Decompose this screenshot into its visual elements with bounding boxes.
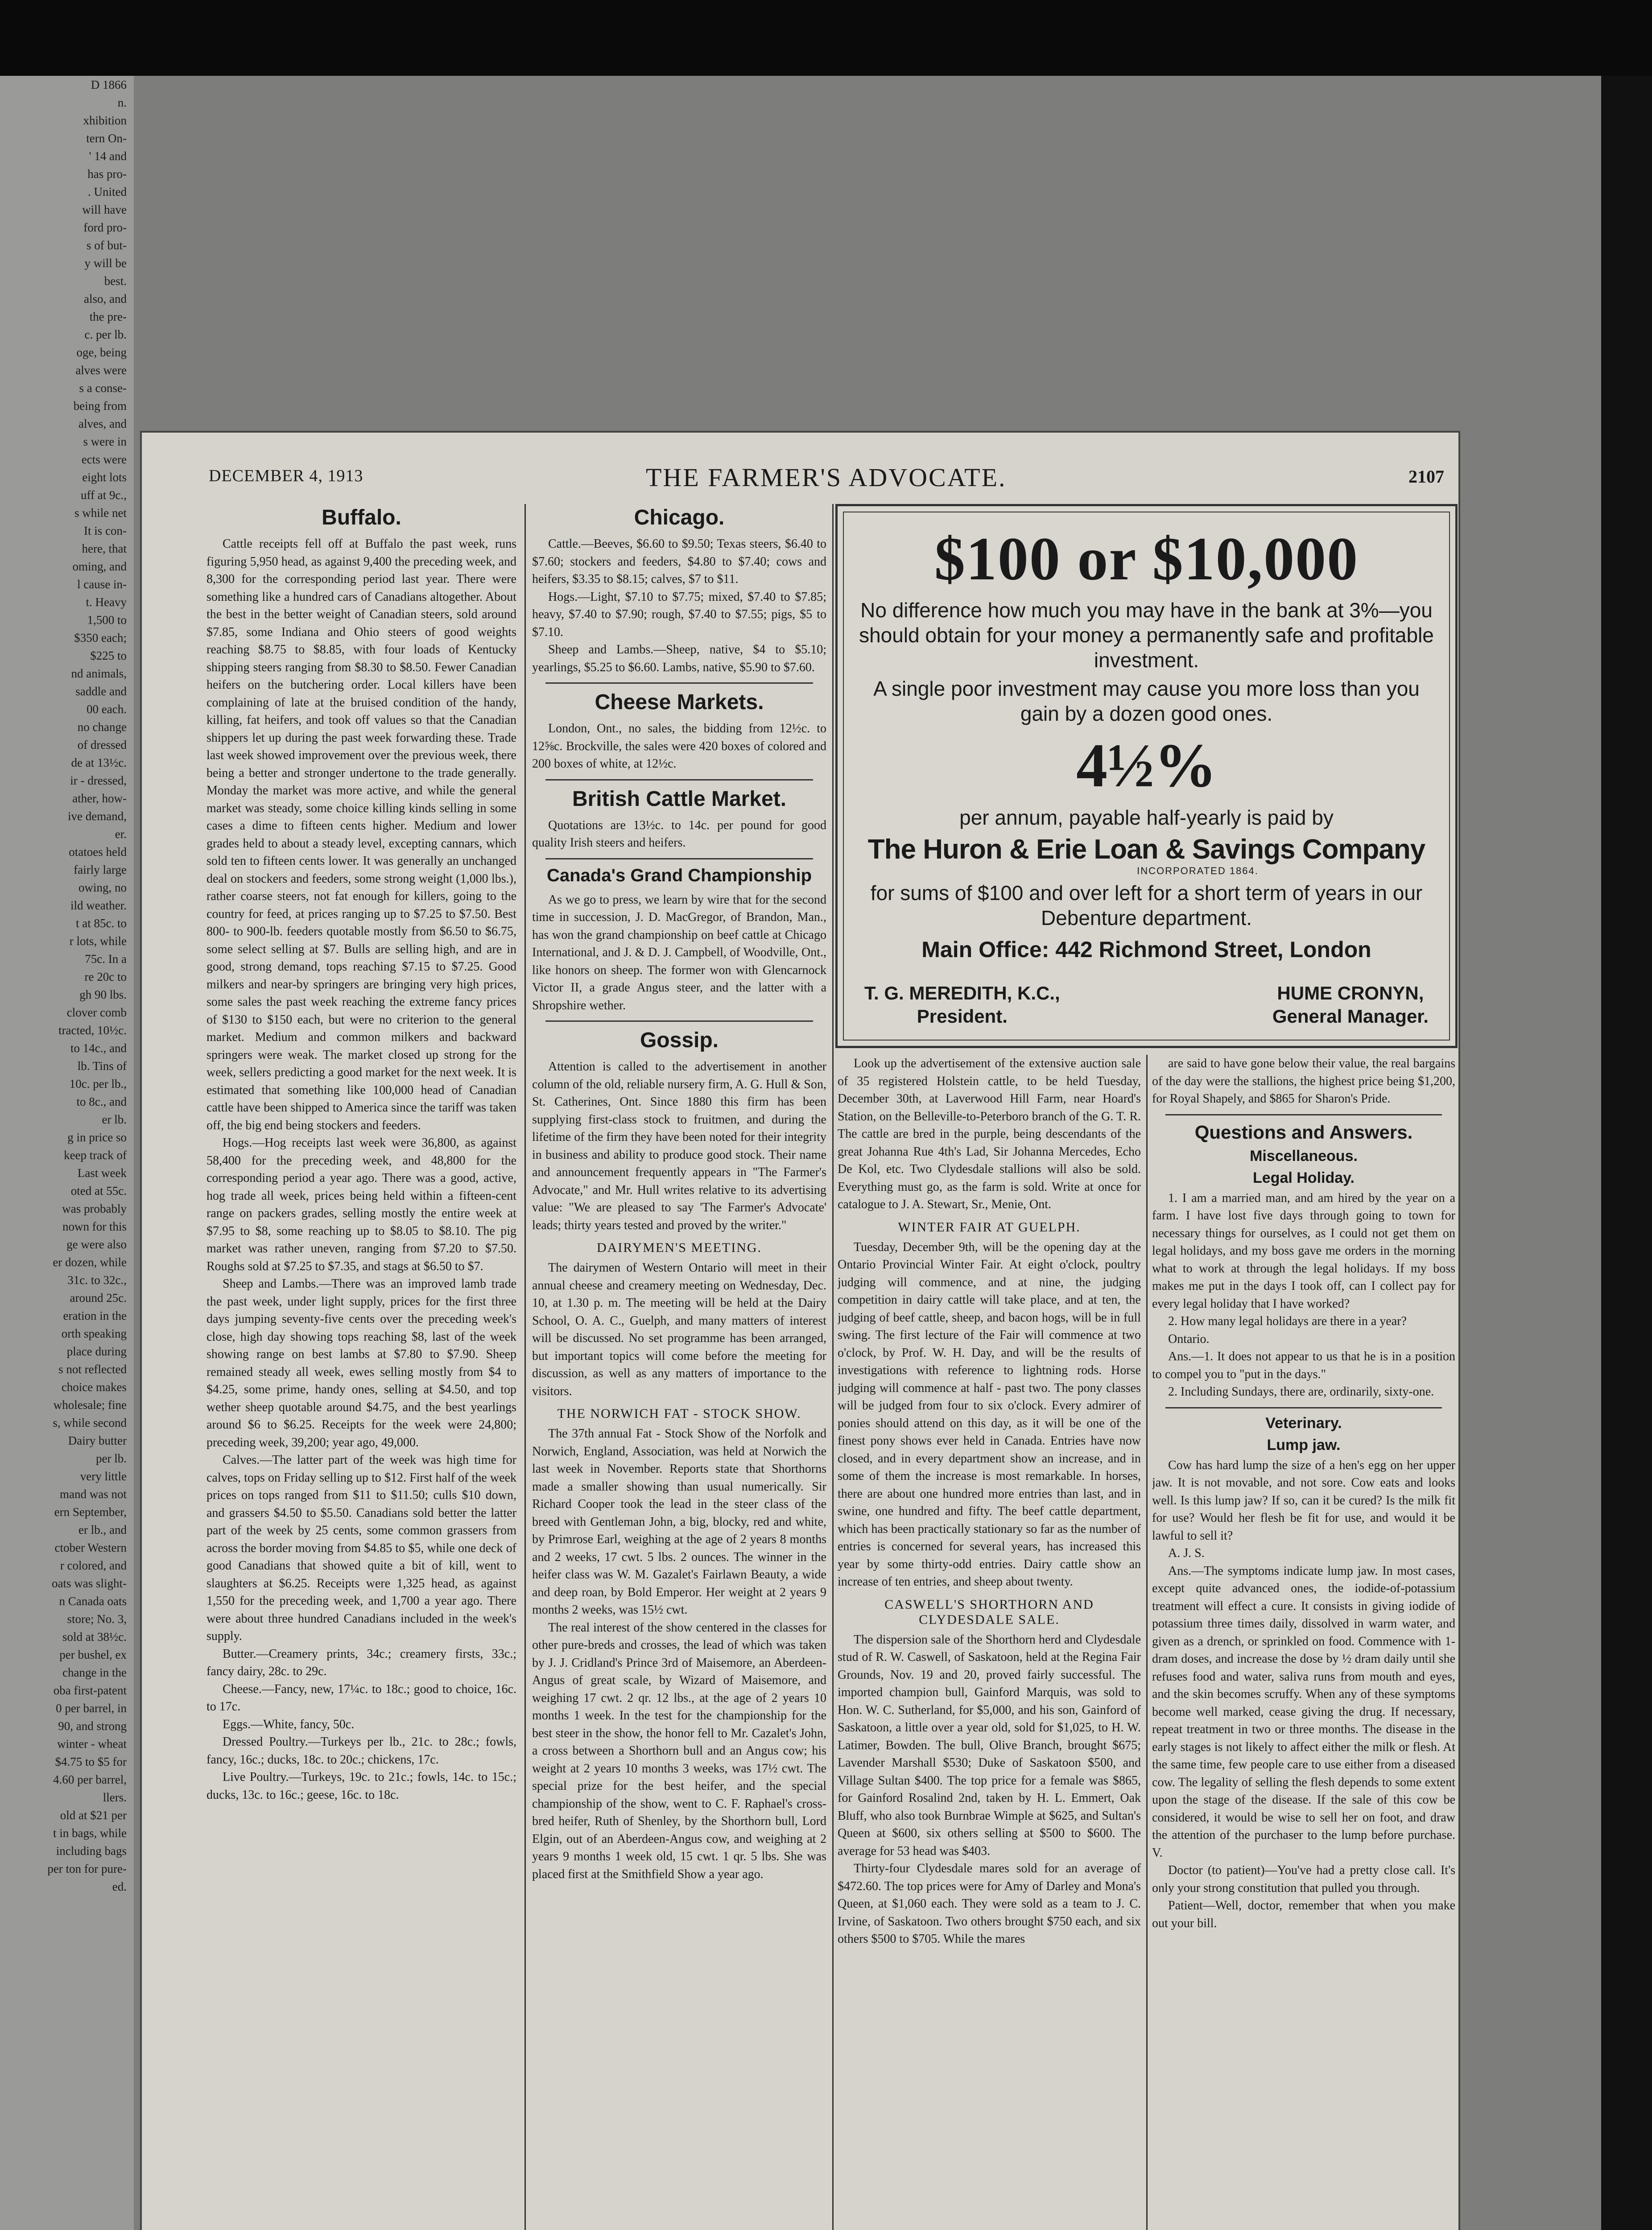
column-markets-buffalo bbox=[206, 502, 516, 2230]
left-page-line: c. per lb. bbox=[84, 328, 127, 341]
legal-holiday-body bbox=[1152, 1189, 1455, 1401]
left-page-line: nd animals, bbox=[71, 667, 127, 680]
section-rule bbox=[1165, 1407, 1442, 1408]
paragraph: Ontario. bbox=[1168, 1332, 1210, 1346]
heading-buffalo: Buffalo. bbox=[322, 506, 401, 529]
left-page-line: orth speaking bbox=[61, 1327, 127, 1340]
section-rule bbox=[545, 779, 813, 780]
left-page-line: $4.75 to $5 for bbox=[55, 1755, 127, 1768]
paragraph: 2. How many legal holidays are there in a year? bbox=[1168, 1314, 1407, 1328]
paragraph: Eggs.—White, fancy, 50c. bbox=[223, 1717, 355, 1731]
ad-interest-rate: 4½% bbox=[1076, 731, 1217, 800]
paragraph: Ans.—1. It does not appear to us that he is in a position to compel you to "put in the days." bbox=[1152, 1350, 1455, 1381]
heading-cheese-markets: Cheese Markets. bbox=[595, 690, 764, 714]
paragraph: The dispersion sale of the Shorthorn herd and Clydesdale stud of R. W. Caswell, of Saskatoon, held at the Regina Fair Grounds, Nov. 19 and 20, proved fairly successful. The imported champion bull, Gainford Marquis, was sold to Hon. W. C. Sutherland, for $5,000, and his son, Gainford of Saskatoon, a little over a year old, sold for $1,025, to H. W. Latimer, Bowden. The bull, Olive Branch, brought $675; Lavender Marshall $530; Duke of Saskatoon $500, and Village Sultan $400. The top price for a female was $865, for Gainford Rosalind 2nd, taken by H. L. Emmert, Oak Bluff, who also took Burnbrae Wimple at $625, and Sultan's Queen at $600, six others selling at $500 to $600. The average for 53 head was $403. bbox=[838, 1632, 1141, 1858]
newspaper-page bbox=[142, 433, 1458, 2230]
left-page-line: saddle and bbox=[75, 685, 127, 698]
left-page-line: choice makes bbox=[61, 1380, 127, 1394]
left-page-line: the pre- bbox=[89, 310, 127, 323]
norwich-body bbox=[532, 1425, 826, 1883]
left-page-line: 00 each. bbox=[87, 702, 127, 716]
left-page-line: ive demand, bbox=[68, 809, 127, 823]
column-markets-chicago bbox=[532, 502, 826, 2230]
paragraph: The dairymen of Western Ontario will meet in their annual cheese and creamery meeting on Wednesday, Dec. 10, at 1.30 p. m. The meeting will be held at the Dairy School, O. A. C., Guelph, and many matters of interest will be discussed. No set programme has been arranged, but important topics will come before the meeting for discussion, as well as any matters of importance to the visitors. bbox=[532, 1261, 826, 1398]
left-page-line: $350 each; bbox=[74, 631, 127, 644]
paragraph: Tuesday, December 9th, will be the opening day at the Ontario Provincial Winter Fair. At eight o'clock, poultry judging will commence, and at nine, the judging competition in dairy cattle will take place, and at ten, the judging of beef cattle, sheep, and bacon hogs, will be in full swing. The first lecture of the Fair will commence at two o'clock, by Prof. W. H. Day, and will be the results of investigations with reference to lightning rods. Horse judging will commence at half - past two. The pony classes will be judged from four to six o'clock. Every admirer of ponies should attend on this day, as it will be one of the finest pony shows ever held in Canada. Entries have now closed, and in every department show an increase, and in some of them the increase is most remarkable. In horses, there are about one hundred more entries than last, and in swine, one hundred and fifty. The beef cattle department, which has been practically stationary so far as the number of entries is concerned for several years, has increased this year by some thirty-odd entries. Dairy cattle show an increase of ten entries, and sheep about twenty. bbox=[838, 1240, 1141, 1589]
left-page-line: per ton for pure- bbox=[47, 1862, 127, 1875]
left-page-line: ild weather. bbox=[70, 899, 127, 912]
left-page-line: ir - dressed, bbox=[70, 774, 127, 787]
left-page-line: 10c. per lb., bbox=[69, 1077, 127, 1090]
manager-name: HUME CRONYN, bbox=[1277, 983, 1424, 1004]
left-page-line: t. Heavy bbox=[86, 595, 127, 609]
left-page-line: alves were bbox=[75, 363, 127, 377]
left-page-line: $225 to bbox=[90, 649, 127, 662]
left-page-line: fairly large bbox=[74, 863, 127, 876]
heading-miscellaneous: Miscellaneous. bbox=[1250, 1147, 1358, 1165]
cheese-body bbox=[532, 720, 826, 773]
ad-headline: $100 or $10,000 bbox=[934, 524, 1359, 593]
left-page-line: t in bags, while bbox=[53, 1826, 127, 1840]
paragraph: Cheese.—Fancy, new, 17¼c. to 18c.; good to choice, 16c. to 17c. bbox=[206, 1682, 516, 1714]
left-page-line: of dressed bbox=[77, 738, 127, 752]
left-page-line: oge, being bbox=[76, 346, 127, 359]
paragraph: 1. I am a married man, and am hired by the year on a farm. I have lost five days through going to town for necessary things for ourselves, as I could not get them on legal holidays, and my boss gave me orders in the morning what to work at through the legal holidays. If my boss makes me put in the days I took off, can I collect pay for every legal holiday that I have worked? bbox=[1152, 1191, 1455, 1311]
left-page-line: otatoes held bbox=[69, 845, 127, 859]
left-page-line: has pro- bbox=[87, 167, 127, 181]
left-page-line: ather, how- bbox=[72, 792, 127, 805]
left-page-line: ford pro- bbox=[83, 221, 127, 234]
advertisement-huron-erie bbox=[835, 504, 1458, 1048]
column-divider bbox=[832, 504, 834, 2230]
column-gossip-fairs bbox=[838, 1055, 1141, 2230]
stallion-sale-body bbox=[1152, 1055, 1455, 1108]
left-page-line: Dairy butter bbox=[68, 1434, 127, 1447]
left-page-line: er dozen, while bbox=[53, 1255, 127, 1269]
heading-dairymen-meeting: DAIRYMEN'S MEETING. bbox=[596, 1240, 762, 1255]
section-rule bbox=[545, 1020, 813, 1022]
paragraph: Hogs.—Hog receipts last week were 36,800, as against 58,400 for the preceding week, and 48,800 for the corresponding period a year ago. There was a good, active, hog trade all week, prices being held within a fifteen-cent range on packers grades, selling mostly the entire week at $7.95 to $8, some reaching up to $8.05 to $8.10. The pig market was rather uneven, ranging from $7.20 to $7.50. Roughs sold at $7.25 to $7.35, and stags at $6.50 to $7. bbox=[206, 1136, 516, 1273]
left-page-line: re 20c to bbox=[84, 970, 127, 983]
left-page-line: will have bbox=[82, 203, 127, 216]
left-page-line: to 8c., and bbox=[76, 1095, 127, 1108]
paragraph: Hogs.—Light, $7.10 to $7.75; mixed, $7.40 to $7.85; heavy, $7.40 to $7.90; rough, $7.40 to $7.55; pigs, $5 to $7.10. bbox=[532, 590, 826, 639]
left-page-line: xhibition bbox=[83, 114, 127, 127]
left-page-line: gh 90 lbs. bbox=[79, 988, 127, 1001]
left-page-line: per bushel, ex bbox=[59, 1648, 127, 1661]
left-page-line: mand was not bbox=[60, 1487, 127, 1501]
ad-text-1: No difference how much you may have in the bank at 3%—you should obtain for your money a permanently safe and profitable investment. bbox=[859, 599, 1434, 672]
left-page-line: uff at 9c., bbox=[81, 488, 127, 502]
heading-winter-fair: WINTER FAIR AT GUELPH. bbox=[898, 1219, 1081, 1235]
heading-norwich-show: THE NORWICH FAT - STOCK SHOW. bbox=[557, 1406, 801, 1421]
left-page-line: 90, and strong bbox=[58, 1719, 127, 1733]
left-page-line: llers. bbox=[103, 1791, 127, 1804]
paragraph: The 37th annual Fat - Stock Show of the Norfolk and Norwich, England, Association, was held at Norwich the last week in November. Reports state that Shorthorns made a smaller showing than usual numerically. Sir Richard Cooper took the lead in the steer class of the breed with Gentleman John, a big, blocky, red and white, by Primrose Earl, weighing at the age of 2 years 8 months and 2 weeks, 17 cwt. 5 lbs. 2 ounces. The winner in the heifer class was W. M. Gazalet's Fairlawn Beauty, a wide and deep roan, by Bold Emperor. Her weight at 2 years 9 months 2 weeks, was 15½ cwt. bbox=[532, 1427, 826, 1617]
left-page-line: er lb. bbox=[102, 1113, 127, 1126]
heading-caswell-sale: CASWELL'S SHORTHORN AND CLYDESDALE SALE. bbox=[884, 1597, 1094, 1627]
heading-veterinary: Veterinary. bbox=[1265, 1414, 1342, 1432]
left-page-line: Last week bbox=[77, 1166, 127, 1180]
left-page-line: ern September, bbox=[54, 1505, 127, 1519]
column-divider bbox=[1146, 1055, 1148, 2230]
paragraph: Live Poultry.—Turkeys, 19c. to 21c.; fowls, 14c. to 15c.; ducks, 13c. to 16c.; geese, 16c. to 18c. bbox=[206, 1770, 516, 1802]
left-page-line: around 25c. bbox=[70, 1291, 127, 1305]
ad-inner-border bbox=[843, 512, 1450, 1041]
left-page-line: n. bbox=[117, 96, 127, 109]
left-page-line: ed. bbox=[112, 1880, 127, 1893]
left-page-line: to 14c., and bbox=[70, 1041, 127, 1055]
caswell-body bbox=[838, 1631, 1141, 1948]
dairymen-body bbox=[532, 1259, 826, 1400]
left-page-line: ge were also bbox=[66, 1238, 127, 1251]
section-rule bbox=[1165, 1114, 1442, 1115]
left-page-line: being from bbox=[73, 399, 127, 413]
ad-company-name: The Huron & Erie Loan & Savings Company bbox=[867, 834, 1425, 865]
left-page-line: oming, and bbox=[72, 560, 127, 573]
ad-text-4: for sums of $100 and over left for a short term of years in our Debenture department. bbox=[870, 881, 1423, 929]
left-page-line: g in price so bbox=[67, 1131, 127, 1144]
masthead-title: THE FARMER'S ADVOCATE. bbox=[646, 463, 1007, 492]
column-questions-answers bbox=[1152, 1055, 1455, 2230]
left-page-line: including bags bbox=[56, 1844, 127, 1858]
paragraph: A. J. S. bbox=[1168, 1546, 1205, 1560]
page-number: 2107 bbox=[1408, 467, 1444, 487]
manager-title: General Manager. bbox=[1272, 1006, 1429, 1027]
paragraph: Patient—Well, doctor, remember that when you make out your bill. bbox=[1152, 1899, 1455, 1930]
paragraph: Ans.—The symptoms indicate lump jaw. In most cases, except quite advanced ones, the iodide-of-potassium treatment will effect a cure. It consists in giving iodide of potassium three times daily, dissolved in warm water, and given as a drench, or sprinkled on food. Commence with 1-dram doses, and increase the dose by ½ dram daily until she refuses food and water, saliva runs from mouth and eyes, and the skin becomes scruffy. When any of these symptoms become well marked, cease giving the drug. If necessary, repeat treatment in two or three months. The disease in the early stages is not likely to affect either the milk or flesh. At the same time, few people care to use either from a diseased cow. The legality of selling the flesh depends to some extent upon the stage of the disease. If the sale of this cow be considered, it would be wise to sell her on foot, and draw the attention of the purchaser to the lump before purchase. V. bbox=[1152, 1564, 1455, 1860]
left-page-line: 1,500 to bbox=[87, 613, 127, 627]
ad-text-3: per annum, payable half-yearly is paid by bbox=[959, 806, 1334, 829]
left-page-line: clover comb bbox=[66, 1006, 127, 1019]
ad-general-manager bbox=[1272, 982, 1429, 1028]
lump-jaw-body bbox=[1152, 1457, 1455, 1933]
paragraph: Sheep and Lambs.—Sheep, native, $4 to $5.10; yearlings, $5.25 to $6.60. Lambs, native, $5.90 to $7.60. bbox=[532, 643, 826, 674]
paragraph: The real interest of the show centered in the classes for other pure-breds and crosses, the lead of which was taken by J. J. Cridland's Prince 3rd of Maisemore, an Aberdeen-Angus of great scale, by Wizard of Maisemore, and weighing 17 cwt. 2 qr. 12 lbs., at the age of 2 years 10 months 1 week. In the test for the championship for the best steer in the show, the honor fell to Mr. Cazalet's John, a cross between a Shorthorn bull and an Angus cow; his weight at 2 years 10 months 3 weeks, was 17½ cwt. The special prize for the best heifer, and the special championship of the show, went to C. F. Raphael's cross-bred heifer, Ruth of Shenley, by the Shorthorn bull, Lord Elgin, out of an Aberdeen-Angus cow, and weighing at 2 years 9 months 1 week old, 15 cwt. 1 qr. 5 lbs. She was placed first at the Smithfield Show a year ago. bbox=[532, 1620, 826, 1881]
left-page-line: oba first-patent bbox=[53, 1684, 127, 1697]
left-page-line: eration in the bbox=[63, 1309, 127, 1322]
paragraph: Doctor (to patient)—You've had a pretty close call. It's only your strong constitution that pulled you through. bbox=[1152, 1863, 1455, 1895]
heading-british-cattle: British Cattle Market. bbox=[572, 787, 787, 811]
left-page-line: r lots, while bbox=[69, 934, 127, 948]
heading-gossip: Gossip. bbox=[640, 1028, 719, 1052]
winter-fair-body bbox=[838, 1239, 1141, 1591]
buffalo-body bbox=[206, 535, 516, 1804]
heading-lump-jaw: Lump jaw. bbox=[1267, 1436, 1341, 1454]
paragraph: As we go to press, we learn by wire that for the second time in succession, J. D. MacGregor, of Brandon, Man., has won the grand championship on beef cattle at Chicago International, and J. & D. J. Campbell, of Woodville, Ont., like honors on sheep. The former won with Glencarnock Victor II, a grade Angus steer, and the latter with a Shropshire wether. bbox=[532, 892, 826, 1012]
paragraph: London, Ont., no sales, the bidding from 12½c. to 12⅝c. Brockville, the sales were 420 boxes of colored and 200 boxes of white, at 12½c. bbox=[532, 722, 826, 771]
ad-text-2: A single poor investment may cause you more loss than you gain by a dozen good ones. bbox=[873, 677, 1420, 725]
heading-questions-answers: Questions and Answers. bbox=[1194, 1121, 1413, 1143]
canada-body bbox=[532, 891, 826, 1015]
chicago-body bbox=[532, 535, 826, 676]
left-page-line: oted at 55c. bbox=[70, 1184, 127, 1198]
section-rule bbox=[545, 858, 813, 859]
left-page-line: t at 85c. to bbox=[76, 917, 127, 930]
ad-president bbox=[864, 982, 1060, 1028]
left-page-line: ects were bbox=[81, 453, 127, 466]
left-page-line: 0 per barrel, in bbox=[56, 1701, 127, 1715]
left-page-line: tern On- bbox=[86, 132, 127, 145]
left-page-line: old at $21 per bbox=[60, 1809, 127, 1822]
left-page-line: 75c. In a bbox=[85, 952, 127, 966]
left-page-line: also, and bbox=[84, 292, 127, 306]
left-page-line: winter - wheat bbox=[57, 1737, 127, 1751]
left-page-line: owing, no bbox=[78, 881, 127, 894]
left-page-line: lb. Tins of bbox=[77, 1059, 127, 1073]
page-header bbox=[209, 463, 1453, 493]
gossip-body bbox=[532, 1058, 826, 1234]
left-page-line: n Canada oats bbox=[59, 1594, 127, 1608]
left-page-line: nown for this bbox=[62, 1220, 127, 1233]
left-page-line: It is con- bbox=[84, 524, 127, 537]
left-page-line: best. bbox=[104, 274, 127, 288]
left-page-line: eight lots bbox=[82, 471, 127, 484]
paragraph: Cattle receipts fell off at Buffalo the past week, runs figuring 5,950 head, as against 9,400 the preceding week, and 8,300 for the corresponding period last year. There were something like a hundred cars of Canadians altogether. About the best in the better weight of Canadian steers, sold around $7.85, some Indiana and Ohio steers of good weights reaching $8.75 to $8.85, with four loads of Kentucky shipping steers ranging from $8.30 to $8.50. Fewer Canadian heifers on the butchering order. Local killers have been complaining of late at the bruised condition of the handy, killing, fat heifers, and took off values so that the Canadian shippers let up during the past week forwarding these. Trade last week showed improvement over the previous week, there being a better and stronger undertone to the trade generally. Monday the market was more active, and while the general market was steady, some choice killing kinds selling in some cases a dime to fifteen cents higher. Medium and lower grades held to about a steady level, excepting cannars, which sold ten to fifteen cents lower. It was generally an unchanged deal on stockers and feeders, some strong weight (1,000 lbs.), rather coarse steers, not fat enough for killers, going to the country for feed, at prices ranging up to $7.25 to $7.50. Best 800- to 900-lb. feeders quotable mostly from $6.50 to $6.75, some select selling at $7. Bulls are selling high, and are in good, strong demand, tops reaching $7.15 to $7.25. Good milkers and near-by springers are bringing very high prices, some sales the past week reaching the extreme fancy prices of $130 to $150 each, but were no criterion to the general market. Medium and common milkers and backward springers were weak. The market closed up strong for the week, sellers predicting a good market for the next week. It is estimated that something like 100,000 head of Canadian cattle have been shipped to America since the tariff was taken off, the big end being stockers and feeders. bbox=[206, 537, 516, 1132]
left-page-line: . United bbox=[88, 185, 127, 198]
paragraph: 2. Including Sundays, there are, ordinarily, sixty-one. bbox=[1168, 1385, 1434, 1399]
president-name: T. G. MEREDITH, K.C., bbox=[864, 983, 1060, 1004]
british-body bbox=[532, 817, 826, 852]
left-page-line: place during bbox=[66, 1345, 127, 1358]
holstein-sale-body bbox=[838, 1055, 1141, 1214]
left-page-line: was probably bbox=[62, 1202, 127, 1215]
left-page-line: de at 13½c. bbox=[71, 756, 127, 769]
left-page-line: oats was slight- bbox=[52, 1577, 127, 1590]
heading-canada-championship: Canada's Grand Championship bbox=[546, 865, 812, 885]
left-page-line: tracted, 10½c. bbox=[58, 1024, 127, 1037]
section-rule bbox=[545, 682, 813, 684]
left-page-line: wholesale; fine bbox=[53, 1398, 127, 1412]
ad-incorporated: INCORPORATED 1864. bbox=[1137, 865, 1259, 876]
paragraph: Quotations are 13½c. to 14c. per pound for good quality Irish steers and heifers. bbox=[532, 818, 826, 850]
left-page-line: very little bbox=[80, 1470, 127, 1483]
left-page-line: er. bbox=[115, 827, 127, 841]
left-page-fragment bbox=[0, 76, 136, 2230]
left-page-line: l cause in- bbox=[77, 578, 127, 591]
paragraph: Look up the advertisement of the extensive auction sale of 35 registered Holstein cattle, to be held Tuesday, December 30th, at Laverwood Hill Farm, near Hoard's Station, on the Belleville-to-Peterboro branch of the G. T. R. The cattle are bred in the purple, being descendants of the great Johanna Rue 4th's Lad, Sir Johanna Mercedes, Echo De Kol, etc. Two Clydesdale stallions will also be sold. Everything must go, as the farm is sold. Write at once for catalogue to J. A. Stewart, Sr., Menie, Ont. bbox=[838, 1057, 1141, 1211]
paragraph: Butter.—Creamery prints, 34c.; creamery firsts, 33c.; fancy dairy, 28c. to 29c. bbox=[206, 1647, 516, 1678]
film-border bbox=[0, 0, 1652, 76]
left-page-line: ' 14 and bbox=[89, 149, 127, 163]
ad-main-office: Main Office: 442 Richmond Street, London bbox=[921, 937, 1371, 962]
left-page-line: store; No. 3, bbox=[67, 1612, 127, 1626]
left-page-line: 4.60 per barrel, bbox=[53, 1773, 127, 1786]
left-page-line: sold at 38½c. bbox=[62, 1630, 127, 1644]
left-page-text bbox=[0, 76, 129, 2230]
left-page-line: per lb. bbox=[96, 1452, 127, 1465]
left-page-line: keep track of bbox=[64, 1148, 127, 1162]
heading-legal-holiday: Legal Holiday. bbox=[1253, 1169, 1355, 1186]
left-page-line: here, that bbox=[82, 542, 127, 555]
left-page-line: s, while second bbox=[53, 1416, 127, 1429]
paragraph: Calves.—The latter part of the week was high time for calves, tops on Friday selling up to $12. First half of the week prices on tops ranged from $11 to $11.50; culls $10 down, and grassers $4.50 to $5.50. Canadians sold better the latter part of the week by 25 cents, some common grassers from across the border moving from $4.85 to $5, while one deck of good Canadians that showed quite a bit of kill, went to slaughters at $6.25. Receipts were 1,325 head, as against 1,550 for the preceding week, and 1,700 a year ago. There were about three hundred Canadians included in the week's supply. bbox=[206, 1453, 516, 1643]
left-page-line: ctober Western bbox=[54, 1541, 127, 1554]
left-page-line: s while net bbox=[74, 506, 127, 520]
left-page-line: r colored, and bbox=[60, 1559, 127, 1572]
left-page-line: s not reflected bbox=[58, 1363, 127, 1376]
issue-date: DECEMBER 4, 1913 bbox=[209, 467, 363, 485]
paragraph: are said to have gone below their value, the real bargains of the day were the stallions, the highest price being $1,200, for Royal Shapely, and $865 for Sharon's Pride. bbox=[1152, 1057, 1455, 1106]
paragraph: Cattle.—Beeves, $6.60 to $9.50; Texas steers, $6.40 to $7.60; stockers and feeders, $4.80 to $7.40; cows and heifers, $3.35 to $8.15; calves, $7 to $11. bbox=[532, 537, 826, 586]
left-page-line: s were in bbox=[83, 435, 127, 448]
left-page-line: alves, and bbox=[78, 417, 127, 430]
paragraph: Cow has hard lump the size of a hen's egg on her upper jaw. It is not movable, and not sore. Cow eats and looks well. Is this lump jaw? If so, can it be cured? Is the milk fit for use? Would her flesh be fit for use, and would it be lawful to sell it? bbox=[1152, 1458, 1455, 1543]
paragraph: Sheep and Lambs.—There was an improved lamb trade the past week, under light supply, prices for the first three days jumping seventy-five cents over the preceding week's close, high day showing tops reaching $8, last of the week showing range on best lambs at $7.80 to $7.90. Sheep remained steady all week, ewes selling mostly from $4 to $4.25, some prime, handy ones, selling at $4.50, and top wether sheep quotable around $4.75, and the best yearlings around $6 to $6.25. Receipts for the week were 24,800; preceding week, 39,200; year ago, 49,000. bbox=[206, 1277, 516, 1450]
left-page-line: D 1866 bbox=[91, 78, 127, 91]
left-page-line: change in the bbox=[62, 1666, 127, 1679]
left-page-line: 31c. to 32c., bbox=[67, 1273, 127, 1287]
left-page-line: no change bbox=[77, 720, 127, 734]
president-title: President. bbox=[917, 1006, 1008, 1027]
left-page-line: s a conse- bbox=[79, 381, 127, 395]
left-page-line: s of but- bbox=[87, 239, 127, 252]
paragraph: Thirty-four Clydesdale mares sold for an average of $472.60. The top prices were for Amy of Darley and Mona's Queen, at $1,060 each. They were sold as a team to J. C. Irvine, of Saskatoon. Two others brought $750 each, and six others $500 to $705. While the mares bbox=[838, 1862, 1141, 1946]
left-page-line: er lb., and bbox=[78, 1523, 127, 1536]
paragraph: Attention is called to the advertisement in another column of the old, reliable nursery firm, A. G. Hull & Son, St. Catherines, Ont. Since 1880 this firm has been supplying first-class stock to fruitmen, and during the lifetime of the firm they have been noted for their integrity in business and ability to produce good stock. Their name and announcement frequently appears in "The Farmer's Advocate," and Mr. Hull writes relative to its advertising value: "We are pleased to say 'The Farmer's Advocate' leads; thirty years tested and proved by the writer." bbox=[532, 1060, 826, 1232]
left-page-line: y will be bbox=[84, 256, 127, 270]
heading-chicago: Chicago. bbox=[634, 506, 725, 529]
paragraph: Dressed Poultry.—Turkeys per lb., 21c. to 28c.; fowls, fancy, 16c.; ducks, 18c. to 20c.; chickens, 17c. bbox=[206, 1735, 516, 1767]
column-divider bbox=[525, 504, 526, 2230]
